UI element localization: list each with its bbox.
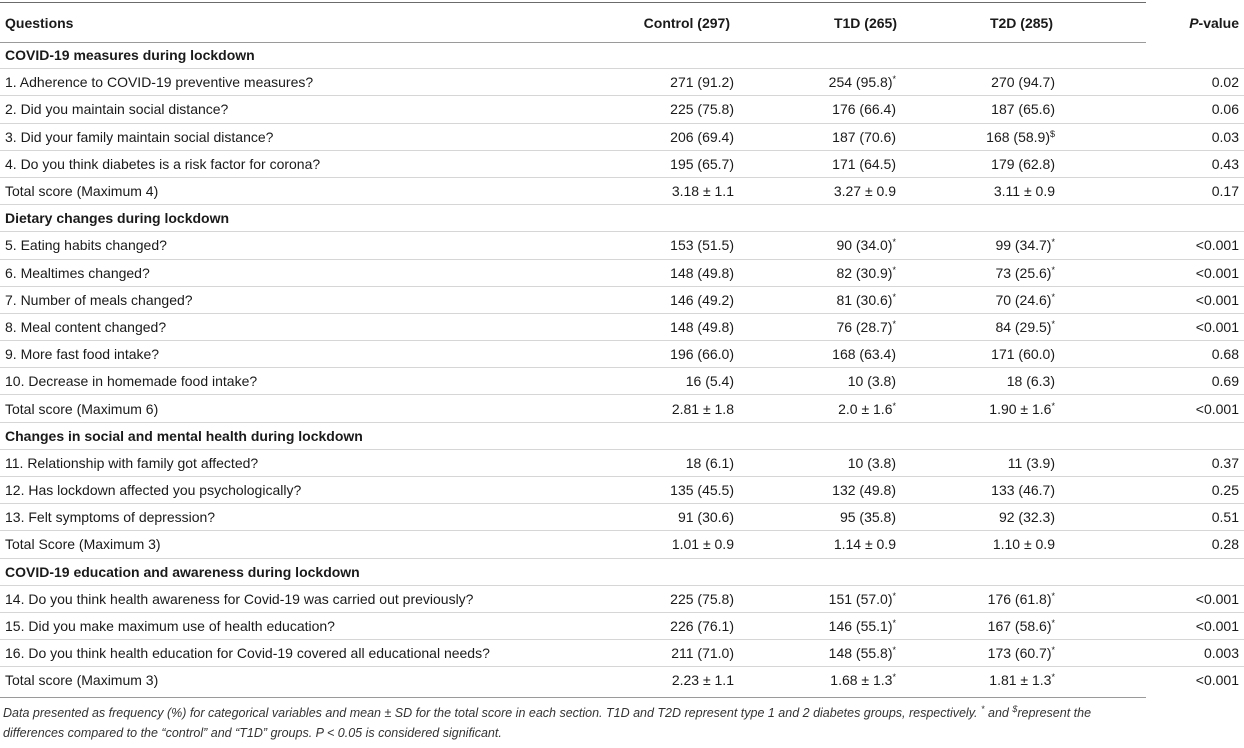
control-cell [590,504,759,531]
p-value-cell-value: <0.001 [1195,237,1239,254]
t2d-cell [926,341,1083,368]
t1d-cell-value: 151 (57.0) [828,590,893,607]
t1d-cell-value: 90 (34.0) [836,237,893,254]
t2d-cell [926,368,1083,395]
p-value-cell-value: <0.001 [1195,318,1239,335]
table-row [0,395,1244,422]
table-row [0,123,1244,150]
p-value-cell [1083,395,1244,422]
t2d-cell [926,477,1083,504]
question-cell [0,259,590,286]
t1d-cell-value: 1.68 ± 1.3 [830,672,893,689]
t1d-cell [759,667,926,694]
table-row [0,177,1244,204]
t2d-cell [926,449,1083,476]
t1d-cell [759,612,926,639]
question-cell [0,449,590,476]
control-cell [590,341,759,368]
significance-marker: * [892,237,896,248]
table-row [0,313,1244,340]
question-cell [0,286,590,313]
t1d-cell [759,477,926,504]
significance-marker: * [892,672,896,683]
control-cell-value: 225 (75.8) [670,590,734,607]
question-cell [0,232,590,259]
p-value-cell-value: 0.37 [1211,454,1239,471]
t2d-cell-value: 176 (61.8) [987,590,1052,607]
t2d-cell [926,667,1083,694]
question-cell-value: 1. Adherence to COVID-19 preventive measures? [5,74,314,91]
control-cell [590,612,759,639]
t2d-cell-value: 187 (65.6) [991,101,1055,118]
control-cell-value: 195 (65.7) [670,155,734,172]
header-t1d: T1D (265) [833,15,897,31]
control-cell-value: 2.81 ± 1.8 [671,400,734,417]
control-cell-value: 18 (6.1) [685,454,734,471]
control-cell [590,395,759,422]
results-table [0,4,1244,694]
question-cell [0,150,590,177]
question-cell-value: 12. Has lockdown affected you psychologically? [5,482,302,499]
t2d-cell [926,504,1083,531]
control-cell-value: 206 (69.4) [670,128,734,145]
t1d-cell [759,585,926,612]
section-header-row [0,42,1244,69]
p-value-cell [1083,612,1244,639]
t2d-cell [926,96,1083,123]
t1d-cell-value: 2.0 ± 1.6 [838,400,893,417]
question-cell-value: 14. Do you think health awareness for Covid-19 was carried out previously? [5,590,474,607]
table-row [0,504,1244,531]
table-row [0,286,1244,313]
t2d-cell [926,177,1083,204]
question-cell-value: 2. Did you maintain social distance? [5,101,229,118]
p-value-cell [1083,96,1244,123]
control-cell-value: 211 (71.0) [671,645,734,662]
significance-marker: * [892,264,896,275]
header-p-value: P-value [1189,15,1239,31]
control-cell [590,259,759,286]
t2d-cell [926,232,1083,259]
t2d-cell [926,123,1083,150]
p-value-cell [1083,259,1244,286]
control-cell [590,477,759,504]
t2d-cell [926,286,1083,313]
t1d-cell-value: 1.14 ± 0.9 [833,536,896,553]
t1d-cell [759,259,926,286]
t1d-cell-value: 82 (30.9) [836,264,893,281]
t2d-cell-value: 179 (62.8) [991,155,1055,172]
table-row [0,259,1244,286]
p-value-cell [1083,341,1244,368]
t2d-cell-value: 92 (32.3) [998,509,1055,526]
significance-marker: * [1051,237,1055,248]
t2d-cell [926,259,1083,286]
table-row [0,449,1244,476]
significance-marker: * [892,74,896,85]
significance-marker: * [892,400,896,411]
question-cell [0,341,590,368]
significance-marker: * [1051,264,1055,275]
t2d-cell-value: 18 (6.3) [1006,373,1055,390]
significance-marker: * [1051,590,1055,601]
question-cell-value: Total score (Maximum 4) [5,183,159,200]
p-value-cell-value: <0.001 [1195,590,1239,607]
p-value-cell [1083,368,1244,395]
question-cell-value: 3. Did your family maintain social distance? [5,128,274,145]
question-cell [0,96,590,123]
p-value-cell-value: 0.25 [1211,482,1239,499]
significance-marker: * [892,318,896,329]
header-row [0,4,1244,42]
table-body [0,42,1244,694]
p-value-cell-value: <0.001 [1195,264,1239,281]
t1d-cell-value: 148 (55.8) [828,645,893,662]
control-cell-value: 91 (30.6) [677,509,734,526]
p-value-cell [1083,477,1244,504]
section-title: COVID-19 education and awareness during lockdown [0,558,1244,585]
significance-marker: * [892,291,896,302]
p-value-cell-value: 0.06 [1211,101,1239,118]
t1d-cell-value: 176 (66.4) [832,101,896,118]
t2d-cell-value: 133 (46.7) [991,482,1055,499]
table-row [0,585,1244,612]
question-cell [0,640,590,667]
question-cell-value: 10. Decrease in homemade food intake? [5,373,258,390]
section-title: COVID-19 measures during lockdown [5,47,255,64]
control-cell [590,368,759,395]
table-footnote: Data presented as frequency (%) for categorical variables and mean ± SD for the total score in each section. T1D and T2D represent type 1 and 2 diabetes groups, respectively. * and $represent the differences compared to the “control” and “T1D” groups. P < 0.05 is considered significant. [3,704,1092,740]
control-cell [590,286,759,313]
control-cell-value: 135 (45.5) [670,482,734,499]
significance-marker: $ [1049,128,1055,139]
t1d-cell [759,449,926,476]
t2d-cell-value: 1.10 ± 0.9 [992,536,1055,553]
t2d-cell-value: 70 (24.6) [995,291,1052,308]
section-header-row [0,205,1244,232]
question-cell [0,667,590,694]
section-header-row [0,558,1244,585]
significance-marker: * [892,590,896,601]
p-value-cell [1083,232,1244,259]
t1d-cell [759,150,926,177]
table-row [0,640,1244,667]
question-cell [0,69,590,96]
t1d-cell-value: 187 (70.6) [832,128,896,145]
question-cell-value: 13. Felt symptoms of depression? [5,509,216,526]
question-cell [0,477,590,504]
table-row [0,69,1244,96]
t1d-cell [759,640,926,667]
significance-marker: * [1051,291,1055,302]
p-value-cell [1083,313,1244,340]
t1d-cell [759,69,926,96]
question-cell-value: 5. Eating habits changed? [5,237,167,254]
question-cell [0,504,590,531]
p-value-cell [1083,531,1244,558]
table-row [0,667,1244,694]
t2d-cell-value: 1.81 ± 1.3 [989,672,1052,689]
question-cell-value: Total Score (Maximum 3) [5,536,161,553]
significance-marker: * [1051,318,1055,329]
p-value-cell-value: 0.43 [1211,155,1239,172]
t2d-cell-value: 270 (94.7) [991,74,1055,91]
question-cell-value: Total score (Maximum 6) [5,400,159,417]
t2d-cell [926,313,1083,340]
p-value-cell [1083,504,1244,531]
control-cell [590,232,759,259]
p-value-cell [1083,449,1244,476]
table-row [0,96,1244,123]
question-cell-value: 15. Did you make maximum use of health education? [5,618,335,635]
section-title: Changes in social and mental health during lockdown [0,422,1244,449]
table-row [0,341,1244,368]
control-cell-value: 271 (91.2) [670,74,734,91]
t1d-cell [759,531,926,558]
t2d-cell-value: 11 (3.9) [1007,454,1055,471]
t2d-cell-value: 173 (60.7) [987,645,1052,662]
significance-marker: * [1051,645,1055,656]
question-cell-value: 4. Do you think diabetes is a risk factor for corona? [5,155,321,172]
header-t2d: T2D (285) [989,15,1053,31]
t2d-cell-value: 73 (25.6) [995,264,1052,281]
t2d-cell [926,640,1083,667]
p-value-cell [1083,667,1244,694]
significance-marker: * [1051,618,1055,629]
t2d-cell-value: 99 (34.7) [995,237,1052,254]
p-value-cell [1083,640,1244,667]
p-value-cell [1083,150,1244,177]
p-value-cell-value: 0.003 [1203,645,1239,662]
question-cell-value: 8. Meal content changed? [5,318,167,335]
t2d-cell [926,531,1083,558]
table-row [0,612,1244,639]
header-questions: Questions [5,15,74,31]
p-value-cell-value: <0.001 [1195,672,1239,689]
t2d-cell-value: 168 (58.9) [986,128,1050,145]
p-value-cell [1083,177,1244,204]
p-value-cell-value: 0.69 [1211,373,1239,390]
significance-marker: * [892,645,896,656]
question-cell-value: 6. Mealtimes changed? [5,264,150,281]
control-cell-value: 1.01 ± 0.9 [671,536,734,553]
t1d-cell-value: 81 (30.6) [836,291,893,308]
control-cell [590,313,759,340]
significance-marker: * [1051,672,1055,683]
p-value-cell-value: 0.17 [1211,183,1239,200]
t1d-cell [759,123,926,150]
significance-marker: * [1051,400,1055,411]
control-cell [590,449,759,476]
t1d-cell [759,232,926,259]
question-cell-value: 11. Relationship with family got affected? [5,454,259,471]
control-cell-value: 153 (51.5) [670,237,734,254]
question-cell [0,313,590,340]
t2d-cell-value: 171 (60.0) [991,346,1055,363]
table-row [0,150,1244,177]
question-cell [0,585,590,612]
question-cell [0,531,590,558]
t1d-cell-value: 171 (64.5) [832,155,896,172]
table-row [0,368,1244,395]
t1d-cell-value: 168 (63.4) [832,346,896,363]
question-cell [0,612,590,639]
table-row [0,531,1244,558]
control-cell [590,96,759,123]
p-value-cell-value: <0.001 [1195,400,1239,417]
table-row [0,477,1244,504]
question-cell [0,368,590,395]
t2d-cell-value: 84 (29.5) [995,318,1052,335]
p-value-cell-value: 0.28 [1211,536,1239,553]
control-cell-value: 3.18 ± 1.1 [671,183,734,200]
question-cell [0,177,590,204]
t1d-cell [759,96,926,123]
p-value-cell-value: 0.68 [1211,346,1239,363]
t2d-cell [926,150,1083,177]
p-value-cell-value: 0.03 [1211,128,1239,145]
header-control: Control (297) [643,15,730,31]
t1d-cell-value: 10 (3.8) [847,373,896,390]
table-top-rule [0,2,1146,3]
table-row [0,232,1244,259]
question-cell-value: 9. More fast food intake? [5,346,160,363]
t1d-cell [759,395,926,422]
p-value-cell [1083,286,1244,313]
t1d-cell [759,504,926,531]
control-cell [590,150,759,177]
t1d-cell-value: 132 (49.8) [832,482,896,499]
t1d-cell-value: 3.27 ± 0.9 [833,183,896,200]
control-cell-value: 196 (66.0) [670,346,734,363]
t1d-cell-value: 95 (35.8) [839,509,896,526]
question-cell-value: 7. Number of meals changed? [5,291,193,308]
control-cell [590,123,759,150]
control-cell-value: 148 (49.8) [670,264,734,281]
p-value-cell-value: 0.51 [1211,509,1239,526]
t1d-cell [759,313,926,340]
t1d-cell-value: 76 (28.7) [836,318,893,335]
t2d-cell-value: 3.11 ± 0.9 [993,183,1055,200]
control-cell-value: 225 (75.8) [670,101,734,118]
control-cell [590,667,759,694]
control-cell [590,585,759,612]
t2d-cell [926,585,1083,612]
question-cell-value: Total score (Maximum 3) [5,672,159,689]
t2d-cell-value: 167 (58.6) [987,618,1052,635]
question-cell-value: 16. Do you think health education for Covid-19 covered all educational needs? [5,645,490,662]
t1d-cell [759,341,926,368]
control-cell [590,69,759,96]
t1d-cell [759,286,926,313]
control-cell [590,177,759,204]
p-value-cell [1083,69,1244,96]
t2d-cell [926,612,1083,639]
significance-marker: * [892,618,896,629]
t1d-cell [759,368,926,395]
section-header-row [0,422,1244,449]
control-cell-value: 16 (5.4) [685,373,734,390]
p-value-cell [1083,123,1244,150]
question-cell [0,395,590,422]
p-value-cell [1083,585,1244,612]
table-bottom-rule [0,697,1146,698]
t2d-cell [926,395,1083,422]
control-cell-value: 146 (49.2) [670,291,734,308]
t2d-cell [926,69,1083,96]
control-cell-value: 148 (49.8) [670,318,734,335]
p-value-cell-value: 0.02 [1211,74,1239,91]
p-value-cell-value: <0.001 [1195,618,1239,635]
question-cell [0,123,590,150]
t2d-cell-value: 1.90 ± 1.6 [989,400,1052,417]
control-cell [590,531,759,558]
t1d-cell-value: 146 (55.1) [828,618,893,635]
control-cell-value: 2.23 ± 1.1 [671,672,734,689]
p-value-cell-value: <0.001 [1195,291,1239,308]
t1d-cell [759,177,926,204]
control-cell-value: 226 (76.1) [670,618,734,635]
control-cell [590,640,759,667]
section-title: Dietary changes during lockdown [0,205,1244,232]
t1d-cell-value: 10 (3.8) [847,454,896,471]
t1d-cell-value: 254 (95.8) [828,74,893,91]
